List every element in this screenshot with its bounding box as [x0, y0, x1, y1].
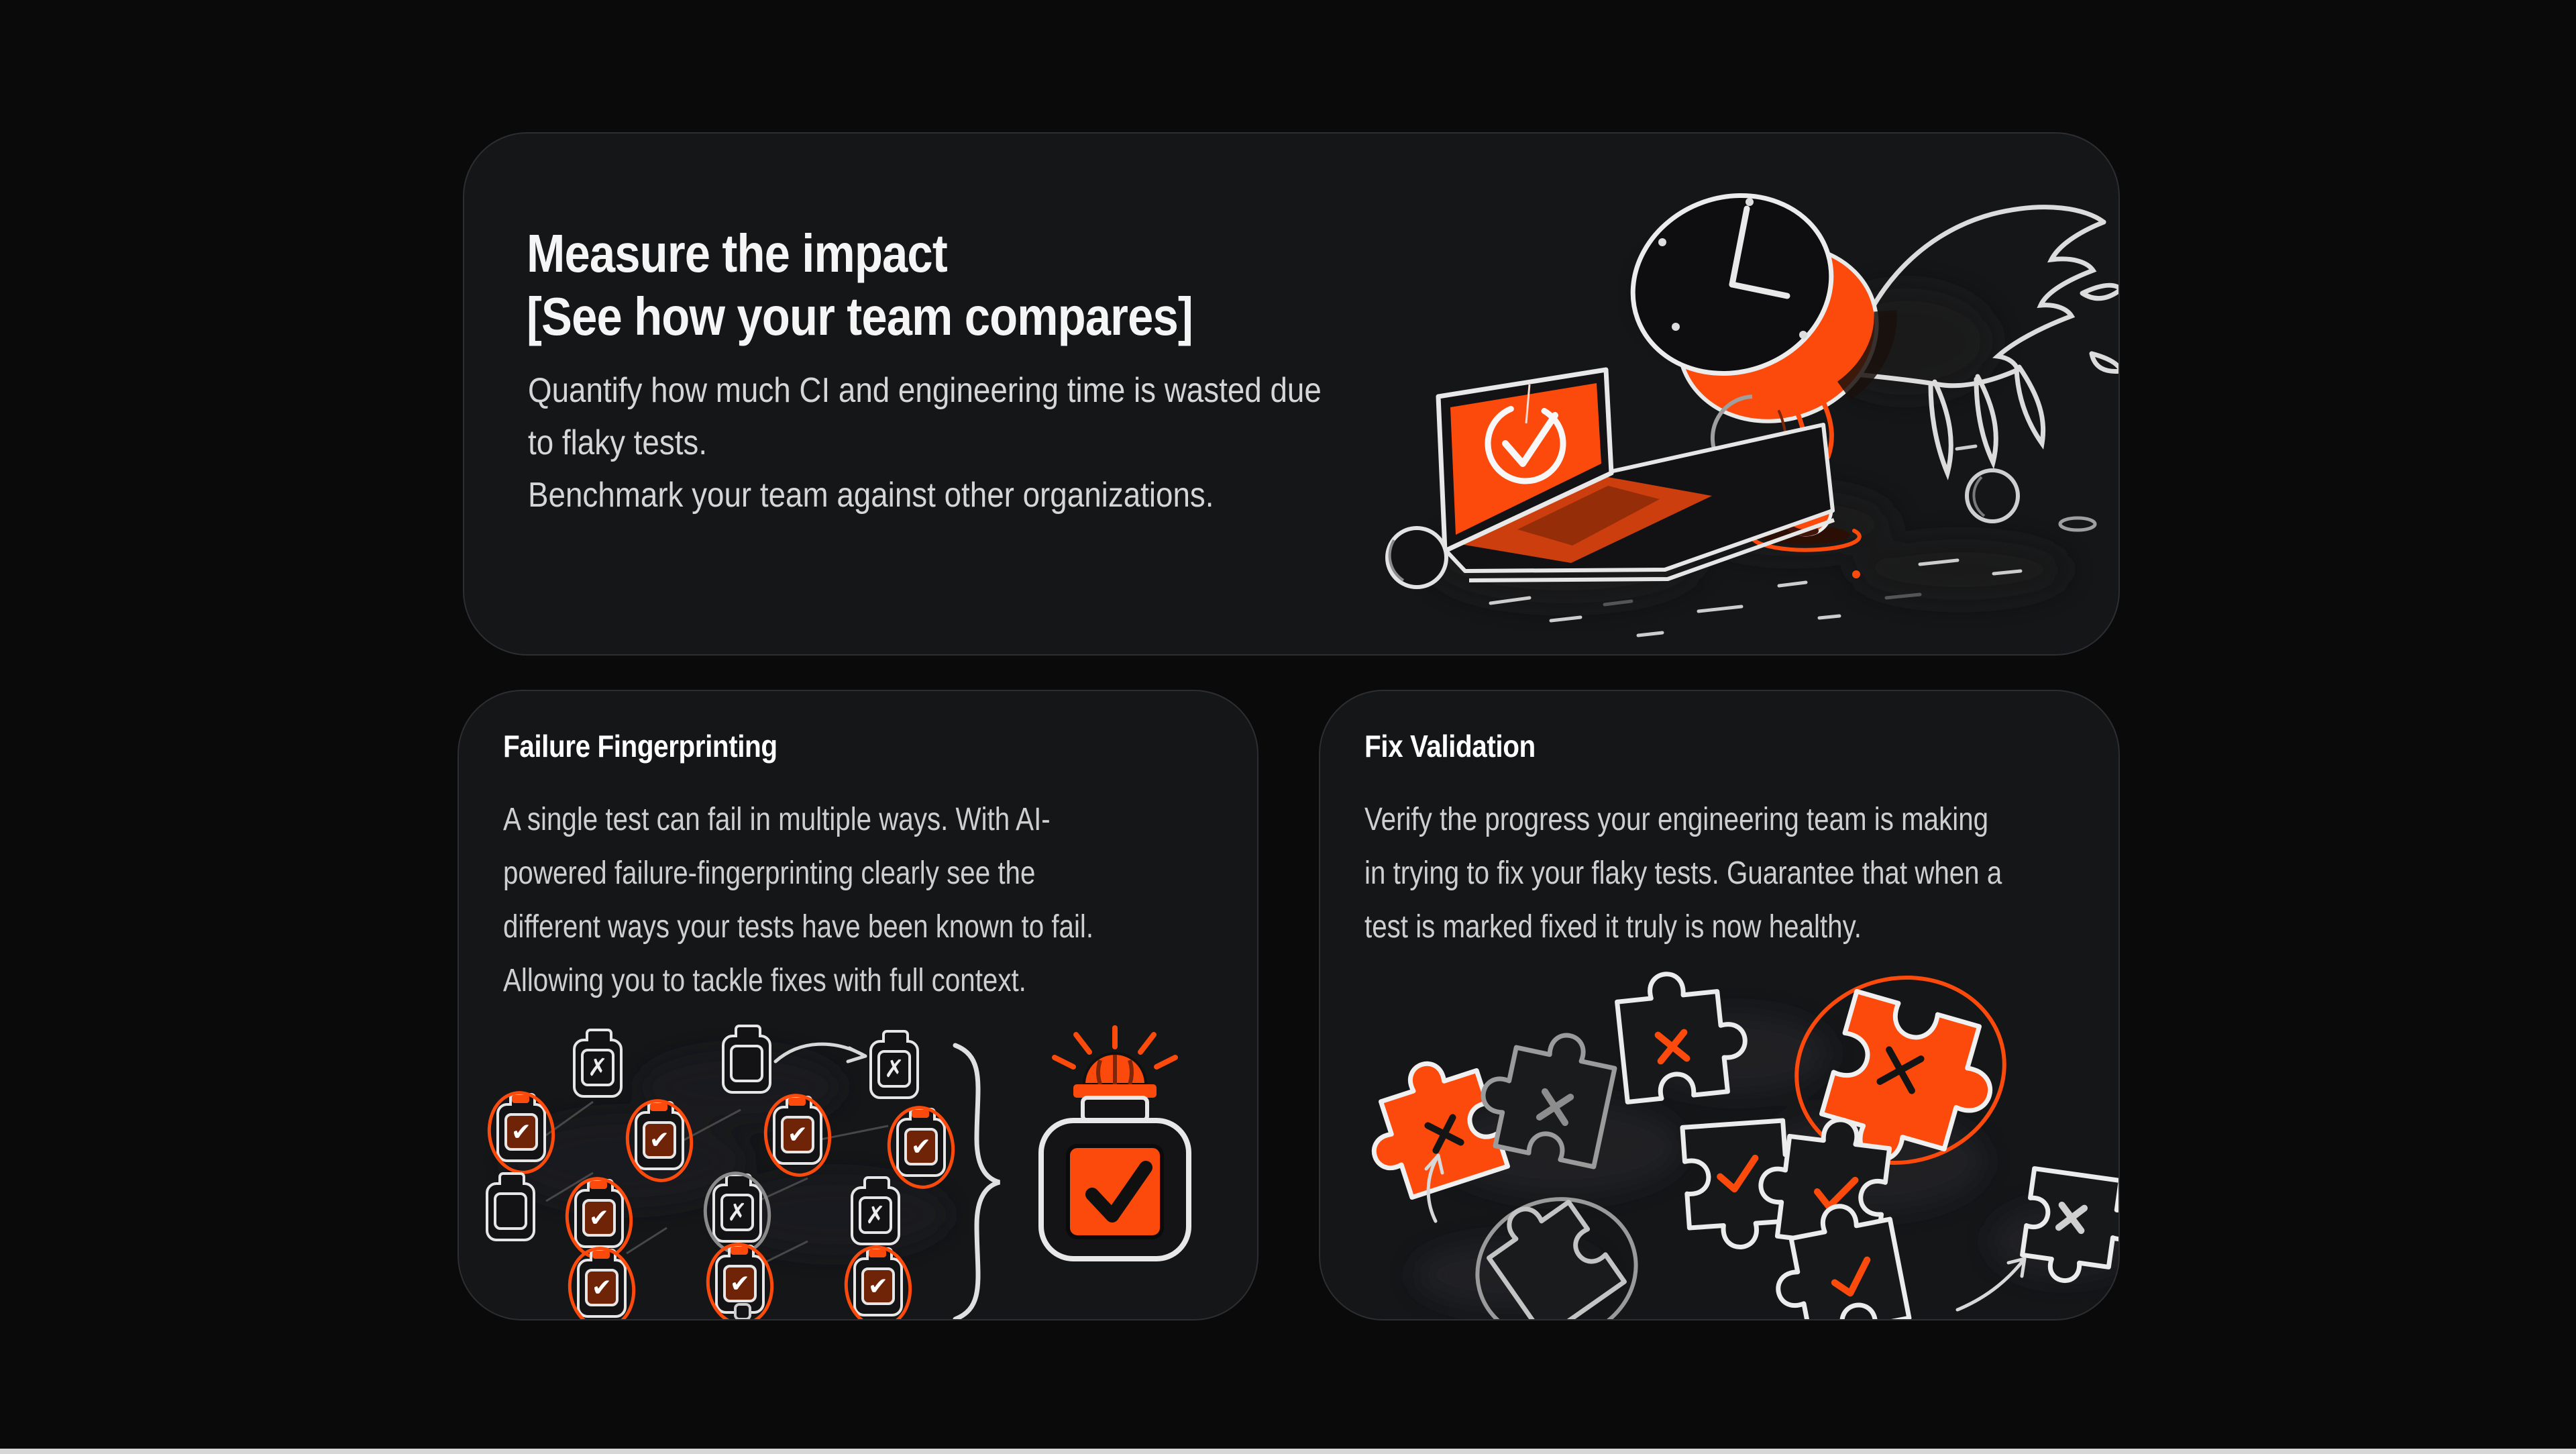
check-icon: ✔: [723, 1265, 757, 1302]
badge-cap: [592, 1251, 610, 1259]
check-icon: ✔: [582, 1199, 616, 1237]
text-line: to flaky tests.: [528, 423, 708, 462]
cross-icon: ✗: [581, 1049, 614, 1086]
test-badge-check: [896, 1118, 946, 1177]
winged-clock-icon: [1608, 168, 1911, 449]
failure-card-title: Failure Fingerprinting: [503, 729, 777, 764]
cross-icon: ✗: [859, 1196, 892, 1234]
test-badge-dot: [734, 1303, 751, 1320]
hero-title: [527, 222, 1193, 348]
text-line: powered failure-fingerprinting clearly see the: [503, 855, 1036, 891]
test-badge-cross: [573, 1039, 623, 1098]
text-line: A single test can fail in multiple ways. With AI-: [503, 802, 1051, 837]
test-badge-none: [486, 1182, 535, 1241]
test-badge-none: [722, 1035, 771, 1094]
check-icon: ✔: [904, 1128, 938, 1165]
next-section-edge: [0, 1449, 2576, 1454]
text-line: [See how your team compares]: [527, 287, 1193, 346]
badge-cap: [512, 1095, 529, 1103]
text-line: Measure the impact: [527, 223, 947, 283]
curly-brace-icon: [955, 1045, 1000, 1319]
check-icon: ✔: [781, 1116, 814, 1153]
text-line: Verify the progress your engineering team is making: [1364, 802, 1989, 837]
failure-fingerprinting-card: [458, 690, 1258, 1320]
alert-box-check-icon: [1014, 1025, 1216, 1267]
check-icon: ✔: [643, 1121, 676, 1159]
empty-screen: [730, 1045, 763, 1082]
text-line: test is marked fixed it truly is now healthy.: [1364, 909, 1862, 945]
badge-cap: [590, 1181, 607, 1189]
hero-card: [463, 132, 2120, 656]
badge-cap: [788, 1098, 806, 1106]
test-badge-check: [853, 1257, 903, 1316]
text-line: Benchmark your team against other organizations.: [528, 476, 1214, 515]
test-badge-check: [574, 1189, 624, 1248]
test-badge-check: [577, 1259, 627, 1318]
cross-icon: ✗: [720, 1194, 754, 1231]
text-line: in trying to fix your flaky tests. Guarantee that when a: [1364, 855, 2002, 891]
check-icon: ✔: [504, 1113, 538, 1151]
puzzle-pieces-illustration: [1320, 691, 2120, 1320]
check-icon: ✔: [585, 1269, 619, 1306]
badge-cap: [731, 1247, 748, 1255]
cross-icon: ✗: [877, 1050, 911, 1088]
text-line: different ways your tests have been known to fail.: [503, 909, 1094, 945]
check-icon: ✔: [861, 1267, 895, 1305]
test-badge-check: [635, 1111, 684, 1170]
test-badge-check: [773, 1106, 822, 1165]
test-badge-cross: [712, 1184, 762, 1243]
badge-cap: [650, 1103, 667, 1111]
fix-card-title: Fix Validation: [1364, 729, 1536, 764]
text-line: Quantify how much CI and engineering time is wasted due: [528, 371, 1322, 410]
hero-description: [528, 364, 1322, 521]
test-badge-cross: [851, 1186, 900, 1245]
test-badge-cross: [869, 1040, 919, 1099]
badge-cap: [869, 1249, 886, 1257]
empty-screen: [494, 1192, 527, 1230]
badge-cap: [912, 1110, 929, 1118]
winged-clock-laptop-illustration: [1350, 134, 2120, 656]
text-line: Allowing you to tackle fixes with full context.: [503, 963, 1026, 998]
fix-validation-card: [1319, 690, 2120, 1320]
test-badge-check: [496, 1103, 546, 1162]
